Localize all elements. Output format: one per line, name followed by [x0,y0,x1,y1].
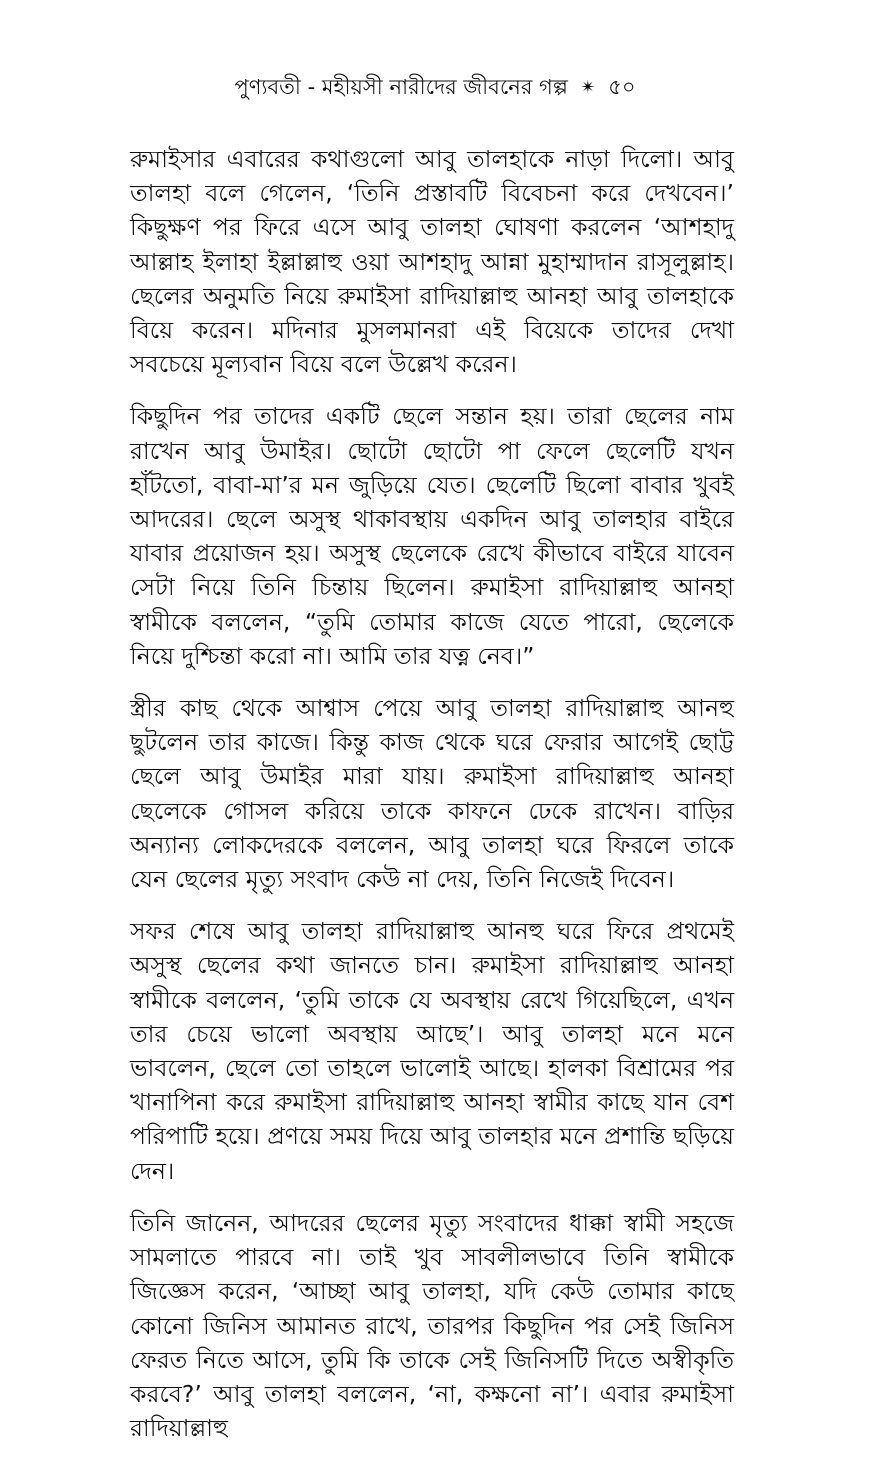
body-text [130,142,734,1463]
paragraph-5: তিনি জানেন, আদরের ছেলের মৃত্যু সংবাদের ধাক্কা স্বামী সহজে সামলাতে পারবে না। তাই খুব সাবলীলভাবে তিনি স্বামীকে জিজ্ঞেস করেন, ‘আচ্ছা আবু তালহা, যদি কেউ তোমার কাছে কোনো জিনিস আমানত রাখে, তারপর কিছুদিন পর সেই জিনিস ফেরত নিতে আসে, তুমি কি তাকে সেই জিনিসটি দিতে অস্বীকৃতি করবে?’ আবু তালহা বললেন, ‘না, কক্ষনো না’। এবার রুমাইসা রাদিয়াল্লাহু [130,1208,734,1443]
running-header [0,72,870,103]
book-title: পুণ্যবতী - মহীয়সী নারীদের জীবনের গল্প [234,75,568,99]
ornament-separator-icon: ✴ [580,77,596,98]
paragraph-3: স্ত্রীর কাছ থেকে আশ্বাস পেয়ে আবু তালহা রাদিয়াল্লাহু আনহু ছুটলেন তার কাজে। কিন্তু কাজ থেকে ঘরে ফেরার আগেই ছোট্ট ছেলে আবু উমাইর মারা যায়। রুমাইসা রাদিয়াল্লাহু আনহা ছেলেকে গোসল করিয়ে তাকে কাফনে ঢেকে রাখেন। বাড়ির অন্যান্য লোকদেরকে বললেন, আবু তালহা ঘরে ফিরলে তাকে যেন ছেলের মৃত্যু সংবাদ কেউ না দেয়, তিনি নিজেই দিবেন। [130,694,734,894]
paragraph-2: কিছুদিন পর তাদের একটি ছেলে সন্তান হয়। তারা ছেলের নাম রাখেন আবু উমাইর। ছোটো ছোটো পা ফেলে ছেলেটি যখন হাঁটতো, বাবা-মা’র মন জুড়িয়ে যেত। ছেলেটি ছিলো বাবার খুবই আদরের। ছেলে অসুস্থ থাকাবস্থায় একদিন আবু তালহার বাইরে যাবার প্রয়োজন হয়। অসুস্থ ছেলেকে রেখে কীভাবে বাইরে যাবেন সেটা নিয়ে তিনি চিন্তায় ছিলেন। রুমাইসা রাদিয়াল্লাহু আনহা স্বামীকে বললেন, “তুমি তোমার কাজে যেতে পারো, ছেলেকে নিয়ে দুশ্চিন্তা করো না। আমি তার যত্ন নেব।” [130,402,734,670]
paragraph-1: রুমাইসার এবারের কথাগুলো আবু তালহাকে নাড়া দিলো। আবু তালহা বলে গেলেন, ‘তিনি প্রস্তাবটি বিবেচনা করে দেখবেন।’ কিছুক্ষণ পর ফিরে এসে আবু তালহা ঘোষণা করলেন ‘আশহাদু আল্লাহ ইলাহা ইল্লাল্লাহু ওয়া আশহাদু আন্না মুহাম্মাদান রাসূলুল্লাহ। ছেলের অনুমতি নিয়ে রুমাইসা রাদিয়াল্লাহু আনহা আবু তালহাকে বিয়ে করেন। মদিনার মুসলমানরা এই বিয়েকে তাদের দেখা সবচেয়ে মূল্যবান বিয়ে বলে উল্লেখ করেন। [130,145,734,379]
paragraph-4: সফর শেষে আবু তালহা রাদিয়াল্লাহু আনহু ঘরে ফিরে প্রথমেই অসুস্থ ছেলের কথা জানতে চান। রুমাইসা রাদিয়াল্লাহু আনহা স্বামীকে বললেন, ‘তুমি তাকে যে অবস্থায় রেখে গিয়েছিলে, এখন তার চেয়ে ভালো অবস্থায় আছে’। আবু তালহা মনে মনে ভাবলেন, ছেলে তো তাহলে ভালোই আছে। হালকা বিশ্রামের পর খানাপিনা করে রুমাইসা রাদিয়াল্লাহু আনহা স্বামীর কাছে যান বেশ পরিপাটি হয়ে। প্রণয়ে সময় দিয়ে আবু তালহার মনে প্রশান্তি ছড়িয়ে দেন। [130,917,734,1185]
page-number: ৫০ [608,75,636,99]
